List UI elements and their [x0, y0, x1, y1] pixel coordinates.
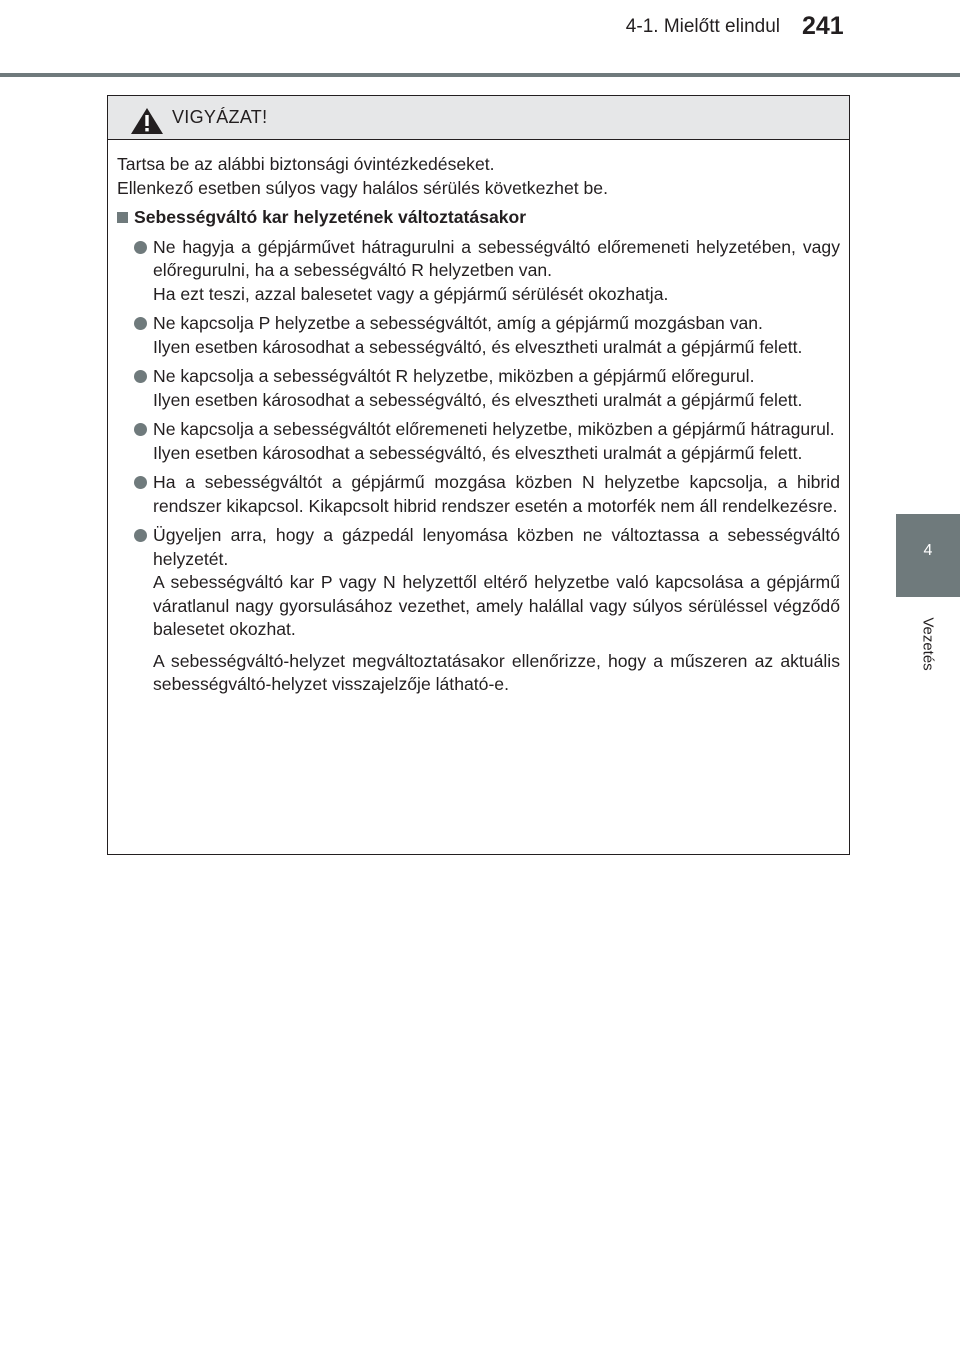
bullet-dot-icon: [134, 241, 147, 254]
header-rule: [0, 73, 960, 77]
header-section-title: 4-1. Mielőtt elindul: [625, 16, 780, 37]
closing-note: A sebességváltó-helyzet megváltoztatásakor ellenőrizze, hogy a műszeren az aktuális sebességváltó-helyzet visszajelzője látható-e.: [153, 650, 840, 694]
chapter-tab[interactable]: [896, 514, 960, 597]
bullet-paragraph: Ne hagyja a gépjárművet hátragurulni a sebességváltó előremeneti helyzetében, vagy előregurulni, ha a sebességváltó R helyzetben van.: [153, 236, 840, 280]
bullet-paragraph: Ha a sebességváltót a gépjármű mozgása közben N helyzetbe kapcsolja, a hibrid rendszer kikapcsol. Kikapcsolt hibrid rendszer esetén a motorfék nem áll rendelkezésre.: [153, 472, 840, 516]
bullet-item: [117, 312, 840, 359]
bullet-dot-icon: [134, 370, 147, 383]
warning-title: VIGYÁZAT!: [172, 107, 268, 127]
warning-header: [108, 96, 849, 140]
page-number: 241: [802, 12, 844, 40]
bullet-dot-icon: [134, 529, 147, 542]
section-marker-icon: [117, 212, 128, 223]
bullet-dot-icon: [134, 476, 147, 489]
bullet-paragraph: Ügyeljen arra, hogy a gázpedál lenyomása közben ne változtassa a sebességváltó helyzetét.: [153, 525, 840, 569]
bullet-paragraph: Ne kapcsolja a sebességváltót R helyzetbe, miközben a gépjármű előregurul.: [153, 366, 755, 386]
bullet-item: [117, 471, 840, 518]
bullet-item: [117, 524, 840, 642]
bullet-paragraph: Ilyen esetben károsodhat a sebességváltó, és elvesztheti uralmát a gépjármű felett.: [153, 442, 803, 463]
warning-triangle-icon: [130, 107, 164, 135]
section-heading-text: Sebességváltó kar helyzetének változtatásakor: [134, 207, 527, 227]
bullet-paragraph: Ne kapcsolja P helyzetbe a sebességváltót, amíg a gépjármű mozgásban van.: [153, 313, 763, 333]
warning-body: [117, 153, 840, 714]
bullet-item: [117, 365, 840, 412]
chapter-label: Vezetés: [919, 617, 937, 671]
chapter-number: 4: [923, 542, 933, 559]
bullet-dot-icon: [134, 317, 147, 330]
bullet-paragraph: Ne kapcsolja a sebességváltót előremeneti helyzetbe, miközben a gépjármű hátragurul.: [153, 419, 835, 439]
bullet-paragraph: Ha ezt teszi, azzal balesetet vagy a gépjármű sérülését okozhatja.: [153, 283, 669, 304]
intro-line: Ellenkező esetben súlyos vagy halálos sérülés következhet be.: [117, 177, 608, 198]
warning-box: [107, 95, 850, 855]
section-heading: [117, 206, 840, 230]
bullet-paragraph: Ilyen esetben károsodhat a sebességváltó, és elvesztheti uralmát a gépjármű felett.: [153, 336, 803, 357]
intro-line: Tartsa be az alábbi biztonsági óvintézkedéseket.: [117, 154, 495, 174]
bullet-paragraph: A sebességváltó kar P vagy N helyzettől eltérő helyzetbe való kapcsolása a gépjármű váratlanul nagy gyorsulásához vezethet, amely halállal vagy súlyos sérüléssel végződő balesetet okozhat.: [153, 572, 840, 639]
bullet-item: [117, 418, 840, 465]
bullet-item: [117, 236, 840, 307]
bullet-dot-icon: [134, 423, 147, 436]
bullet-paragraph: Ilyen esetben károsodhat a sebességváltó, és elvesztheti uralmát a gépjármű felett.: [153, 389, 803, 410]
warning-intro: [117, 153, 840, 200]
